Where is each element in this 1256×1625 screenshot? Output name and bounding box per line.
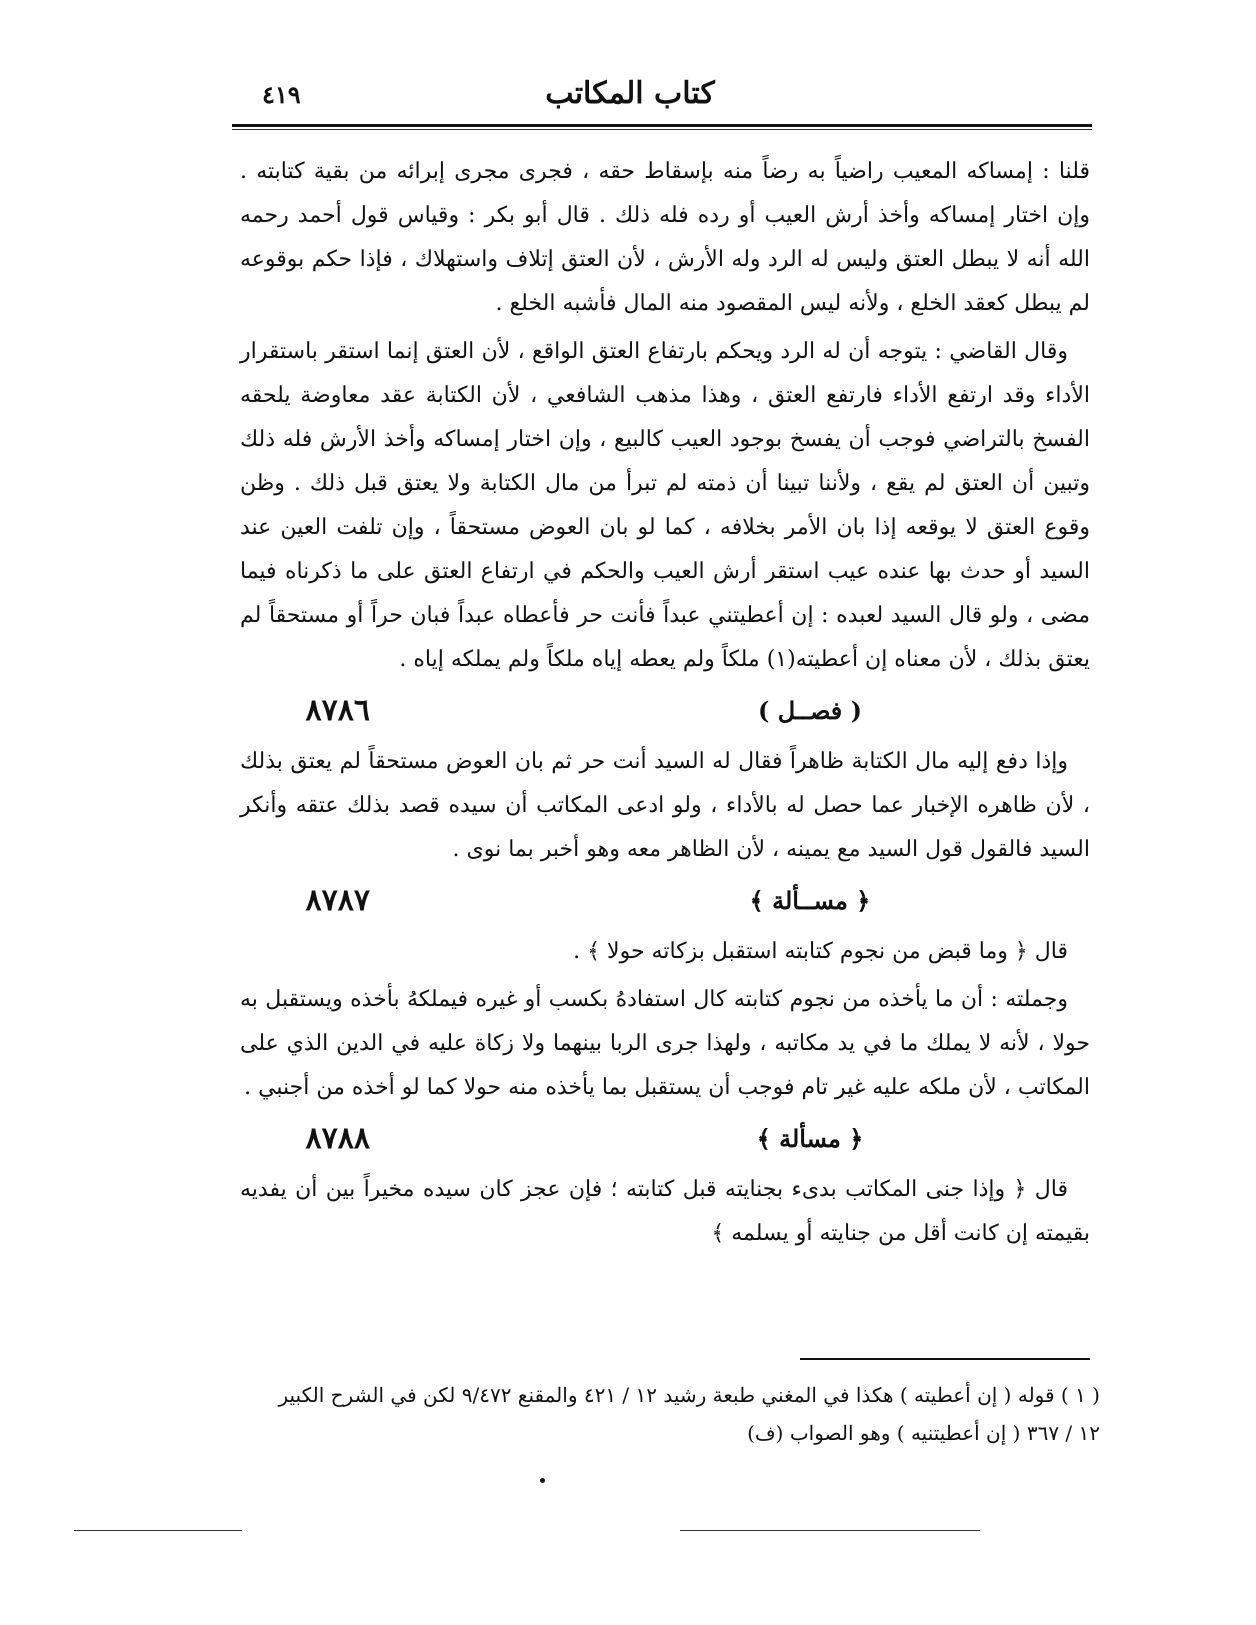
paragraph: وجملته : أن ما يأخذه من نجوم كتابته كال استفادهُ بكسب أو غيره فيملكهُ بأخذه ويستقبل به حولا ، لأنه لا يملك ما في يد مكاتبه ، ولهذا جرى الربا بينهما ولا زكاة عليه في الدين الذي على المكاتب ، لأن ملكه عليه غير تام فوجب أن يستقبل بما يأخذه منه حولا كما لو أخذه من أجنبي . — [240, 987, 1090, 1100]
paragraph: قال ﴿ وما قبض من نجوم كتابته استقبل بزكاته حولا ﴾ . — [573, 939, 1068, 964]
paragraph: وإذا دفع إليه مال الكتابة ظاهراً فقال له السيد أنت حر ثم بان العوض مستحقاً لم يعتق بذلك ، لأن ظاهره الإخبار عما حصل له بالأداء ، ولو ادعى المكاتب أن سيده قصد بذلك عتقه وأنكر السيد فالقول قول السيد مع يمينه ، لأن الظاهر معه وهو أخبر بما نوى . — [240, 749, 1090, 862]
footnote-line: ١٢ / ٣٦٧ ( إن أعطيتنيه ) وهو الصواب (ف) — [747, 1421, 1100, 1445]
paragraph: قلنا : إمساكه المعيب راضياً به رضاً منه بإسقاط حقه ، فجرى مجرى إبرائه من بقية كتابته . وإن اختار إمساكه وأخذ أرش العيب أو رده فله ذلك . قال أبو بكر : وقياس قول أحمد رحمه الله أنه لا يبطل العتق وليس له الرد وله الأرش ، لأن العتق إتلاف واستهلاك ، فإذا حكم بوقوعه لم يبطل كعقد الخلع ، ولأنه ليس المقصود منه المال فأشبه الخلع . — [240, 159, 1090, 316]
bottom-rule-left — [74, 1530, 242, 1531]
page-dot — [540, 1478, 545, 1483]
body-text — [240, 150, 1090, 1260]
section-heading — [240, 876, 1090, 924]
header-rule — [232, 124, 1092, 127]
paragraph: وقال القاضي : يتوجه أن له الرد ويحكم بارتفاع العتق الواقع ، لأن العتق إنما استقر باستقرار الأداء وقد ارتفع الأداء فارتفع العتق ، وهذا مذهب الشافعي ، لأن الكتابة عقد معاوضة يلحقه الفسخ بالتراضي فوجب أن يفسخ بوجود العيب كالبيع ، وإن اختار إمساكه وأخذ الأرش فله ذلك وتبين أن العتق لم يقع ، ولأننا تبينا أن ذمته لم تبرأ من مال الكتابة ولا يعتق قبل ذلك . وظن وقوع العتق لا يوقعه إذا بان الأمر بخلافه ، كما لو بان العوض مستحقاً ، وإن تلفت العين عند السيد أو حدث بها عنده عيب استقر أرش العيب والحكم في ارتفاع العتق على ما ذكرناه فيما مضى ، ولو قال السيد لعبده : إن أعطيتني عبداً فأنت حر فأعطاه عبداً فبان حراً أو مستحقاً لم يعتق بذلك ، لأن معناه إن أعطيته(١) ملكاً ولم يعطه إياه ملكاً ولم يملكه إياه . — [240, 339, 1090, 672]
bottom-rule-right — [680, 1530, 980, 1531]
section-heading — [240, 1114, 1090, 1162]
running-title: كتاب المكاتب — [545, 76, 715, 111]
section-heading — [240, 686, 1090, 734]
footnote-rule — [800, 1358, 1090, 1360]
paragraph: قال ﴿ وإذا جنى المكاتب بدىء بجنايته قبل كتابته ؛ فإن عجز كان سيده مخيراً بين أن يفديه بقيمته إن كانت أقل من جنايته أو يسلمه ﴾ — [240, 1177, 1090, 1246]
section-number: ٨٧٨٧ — [305, 882, 370, 918]
section-number: ٨٧٨٨ — [305, 1120, 370, 1156]
section-number: ٨٧٨٦ — [305, 692, 370, 728]
section-title: ﴿ مســألة ﴾ — [749, 885, 871, 915]
header-rule-thin — [232, 129, 1092, 130]
section-title: ﴿ مسألة ﴾ — [756, 1123, 864, 1153]
footnotes — [240, 1376, 1100, 1452]
section-title: ( فصــل ) — [758, 695, 862, 725]
footnote-line: ( ١ ) قوله ( إن أعطيته ) هكذا في المغني طبعة رشيد ١٢ / ٤٢١ والمقنع ٩/٤٧٢ لكن في الشرح الكبير — [278, 1383, 1100, 1407]
page-number: ٤١٩ — [262, 80, 301, 109]
